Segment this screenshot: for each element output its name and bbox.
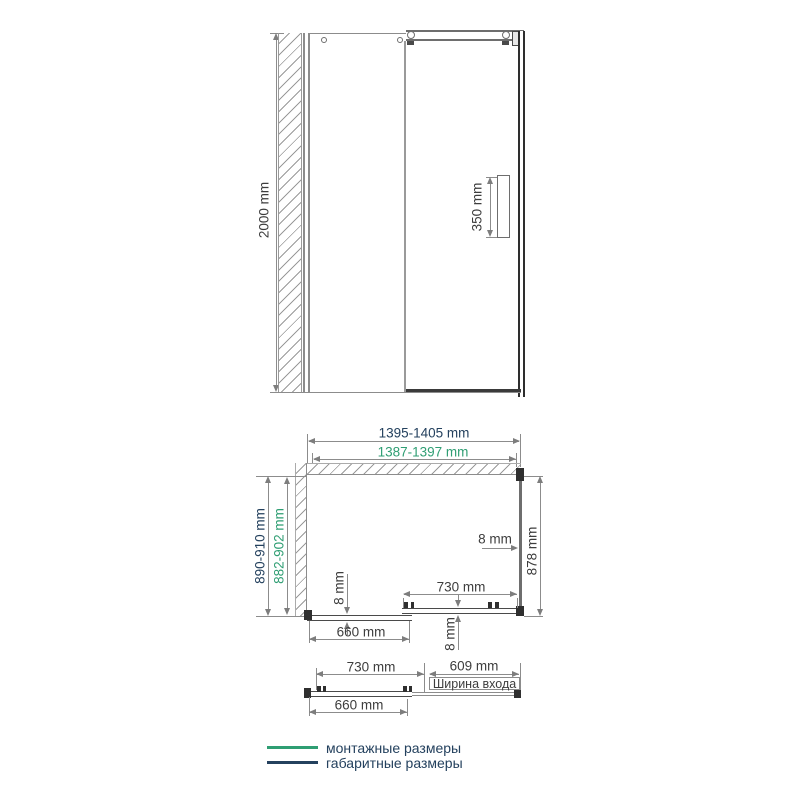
side-glass-thickness-arrow	[511, 545, 518, 551]
roller-left	[407, 31, 415, 39]
overall-depth-arrow-down	[265, 609, 271, 616]
detail-fixed-width-arrow-right	[400, 709, 407, 715]
door-width-arrow-right	[510, 591, 517, 597]
side-panel-plan	[519, 476, 522, 616]
legend-overall-label: габаритные размеры	[326, 755, 463, 771]
fixed-panel-right-edge	[404, 41, 406, 392]
detail-fixed-width-label: 660 mm	[334, 697, 384, 713]
legend-overall-line	[267, 761, 318, 764]
top-wall-plan	[307, 463, 521, 475]
height-dim-label: 2000 mm	[256, 181, 272, 239]
side-depth-dim-line	[540, 479, 541, 613]
entrance-width-label: 609 mm	[449, 658, 499, 674]
detail-730-ext-right	[424, 663, 425, 692]
mounting-depth-dim-line	[287, 480, 288, 612]
door-glass-thickness-label: 8 mm	[442, 617, 458, 651]
side-depth-arrow-down	[537, 609, 543, 616]
side-panel-edge-elevation	[518, 31, 525, 397]
overall-width-arrow-right	[513, 438, 520, 444]
detail-door-width-arrow-right	[417, 671, 424, 677]
mounting-width-arrow-right	[509, 456, 516, 462]
side-panel-top-bracket	[516, 468, 524, 481]
overall-depth-dim-line	[268, 479, 269, 613]
door-glass-arrow-down	[455, 600, 461, 607]
handle-dim-label: 350 mm	[469, 182, 485, 232]
detail-guide-3	[403, 686, 407, 692]
handle-dim-arrow-down	[487, 230, 493, 237]
handle-dim-arrow-up	[487, 177, 493, 184]
detail-right-bracket	[514, 690, 521, 698]
detail-660-ext-right	[407, 699, 408, 716]
side-glass-thickness-label: 8 mm	[478, 531, 512, 547]
entrance-caption: Ширина входа	[432, 676, 517, 691]
door-width-label: 730 mm	[436, 579, 486, 595]
door-width-ext-right	[517, 598, 518, 608]
plan-depth-ext-bottom	[256, 616, 307, 617]
roller-mount-right	[502, 41, 509, 45]
overall-width-arrow-left	[308, 438, 315, 444]
left-wall-plan	[295, 463, 307, 616]
door-handle	[497, 175, 510, 238]
overall-depth-arrow-up	[265, 476, 271, 483]
fixed-panel-top-line	[310, 33, 406, 34]
detail-door-width-label: 730 mm	[346, 659, 396, 675]
fixed-glass-thickness-label: 8 mm	[331, 571, 347, 605]
plan-depth-ext-top	[256, 476, 307, 477]
wall-profile-elevation	[303, 33, 310, 392]
detail-fixed-width-arrow-left	[309, 709, 316, 715]
detail-track	[412, 692, 520, 696]
detail-609-ext-right	[520, 663, 521, 691]
screw-hole-left	[321, 37, 327, 43]
roller-mount-left	[407, 41, 414, 45]
detail-door-width-arrow-left	[316, 671, 323, 677]
floor-line	[276, 392, 521, 393]
door-width-ext-left	[403, 598, 404, 608]
mounting-width-label: 1387-1397 mm	[377, 444, 469, 460]
fixed-width-ext-right	[409, 621, 410, 643]
height-dim-line	[276, 36, 277, 389]
door-panel-plan	[402, 608, 523, 614]
side-depth-ext-bottom	[524, 616, 543, 617]
door-glass-dim-lower	[458, 622, 459, 650]
fixed-glass-dim-upper	[347, 574, 348, 607]
handle-dim-bottom-tick	[486, 237, 497, 238]
mounting-depth-arrow-up	[284, 477, 290, 484]
side-depth-label: 878 mm	[524, 526, 540, 576]
fixed-panel-plan	[307, 615, 412, 621]
mounting-depth-label: 882-902 mm	[271, 508, 287, 584]
mounting-depth-arrow-down	[284, 608, 290, 615]
door-width-arrow-left	[403, 591, 410, 597]
detail-guide-1	[317, 686, 321, 692]
door-guide-2	[411, 602, 414, 608]
overall-width-label: 1395-1405 mm	[378, 425, 470, 441]
fixed-glass-arrow-down	[344, 607, 350, 614]
overall-width-dim-line	[309, 441, 519, 442]
door-guide-1	[404, 602, 408, 608]
door-panel-detail	[306, 691, 412, 697]
screw-hole-right	[397, 37, 403, 43]
roller-right	[502, 31, 510, 39]
wall-strip-elevation	[278, 33, 302, 392]
fixed-width-label: 660 mm	[336, 624, 386, 640]
entrance-caption-box	[429, 677, 520, 690]
wall-bracket-plan	[304, 610, 312, 620]
side-depth-arrow-up	[537, 476, 543, 483]
door-guide-3	[488, 602, 492, 608]
fixed-width-arrow-right	[402, 636, 409, 642]
door-guide-4	[495, 602, 499, 608]
overall-depth-label: 890-910 mm	[252, 508, 268, 584]
handle-dim-line	[490, 180, 491, 235]
legend-mounting-line	[267, 746, 318, 749]
detail-guide-2	[323, 686, 326, 692]
entrance-width-dim-line	[430, 674, 519, 675]
mounting-width-arrow-left	[313, 456, 320, 462]
legend-mounting-label: монтажные размеры	[326, 740, 462, 756]
fixed-width-arrow-left	[309, 636, 316, 642]
